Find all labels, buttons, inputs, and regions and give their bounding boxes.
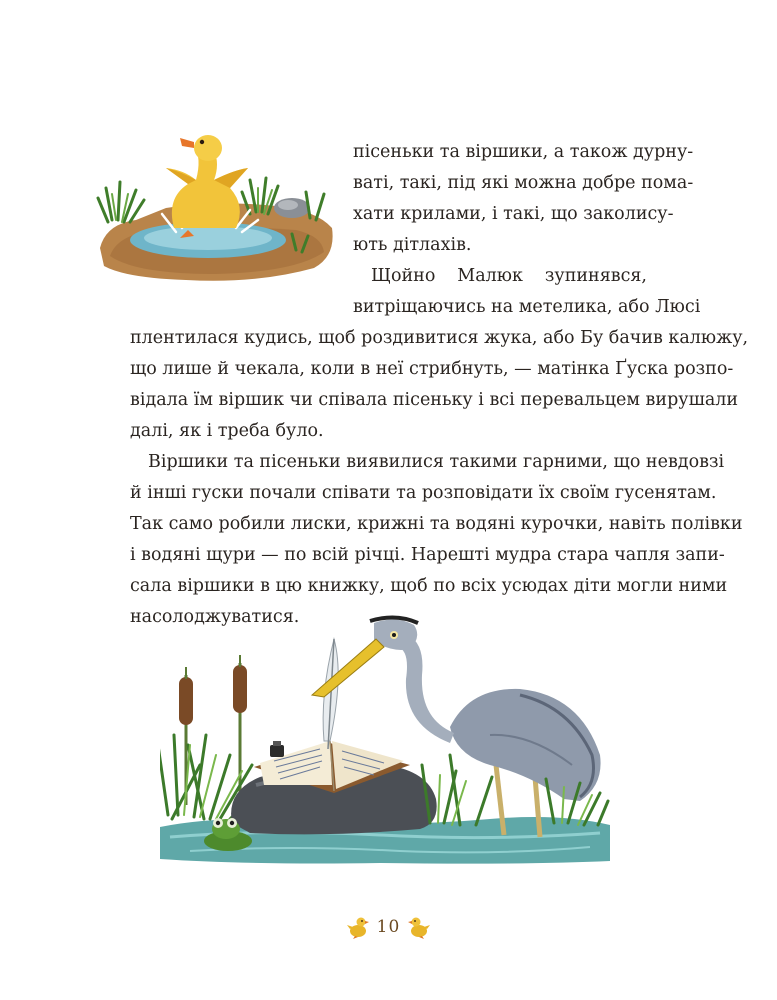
text-line: Віршики та пісеньки виявилися такими гарними, що невдовзі [148, 452, 725, 472]
text-line: далі, як і треба було. [130, 421, 324, 441]
text-line: витріщаючись на метелика, або Люсі [353, 297, 701, 317]
text-line: і водяні щури — по всій річці. Нарешті мудра стара чапля запи- [130, 545, 725, 565]
text-line: Щойно Малюк зупинявся, [371, 266, 647, 286]
text-line: пісеньки та віршики, а також дурну- [353, 142, 694, 162]
page-number: 10 [376, 917, 401, 937]
heron-writing-book-illustration [160, 615, 610, 865]
duckling-icon [408, 915, 430, 939]
text-line: що лише й чекала, коли в неї стрибнуть, — матінка Ґуска розпо- [130, 359, 734, 379]
text-line: ваті, такі, під які можна добре пома- [353, 173, 694, 193]
text-line: насолоджуватися. [130, 607, 300, 627]
text-line: й інші гуски почали співати та розповідати їх своїм гусенятам. [130, 483, 717, 503]
page-footer [0, 912, 777, 942]
text-line: сала віршики в цю книжку, щоб по всіх усюдах діти могли ними [130, 576, 728, 596]
text-line: хати крилами, і такі, що заколису- [353, 204, 674, 224]
text-line: ють дітлахів. [353, 235, 472, 255]
text-line: відала їм віршик чи співала пісеньку і всі перевальцем вирушали [130, 390, 739, 410]
duckling-splashing-illustration [96, 128, 336, 286]
duckling-icon [347, 915, 369, 939]
text-line: плентилася кудись, щоб роздивитися жука, або Бу бачив калюжу, [130, 328, 749, 348]
text-line: Так само робили лиски, крижні та водяні курочки, навіть полівки [130, 514, 743, 534]
